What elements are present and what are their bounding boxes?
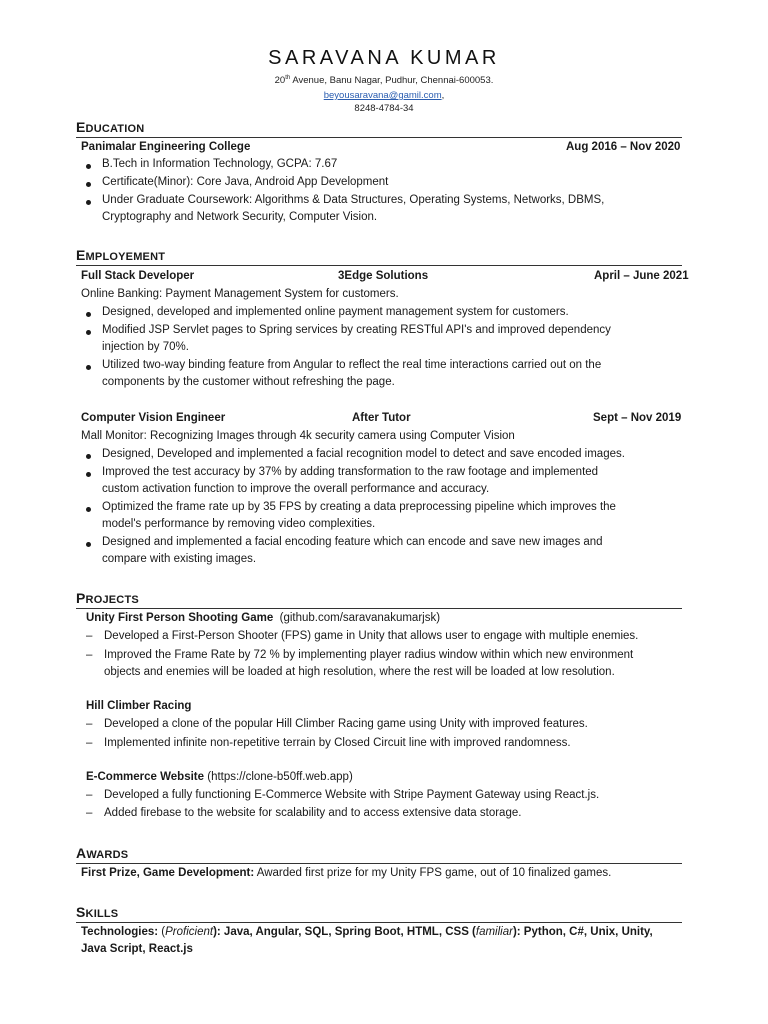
job-bullet-continued: components by the customer without refreshing the page. — [102, 376, 395, 388]
project-bullet: Implemented infinite non-repetitive terrain by Closed Circuit line with improved randomness. — [104, 737, 571, 749]
project-name: E-Commerce Website — [86, 771, 205, 783]
dash-icon: – — [86, 807, 93, 819]
resume-name: SARAVANA KUMAR — [268, 47, 500, 69]
section-divider — [76, 922, 682, 923]
bullet-icon — [86, 330, 91, 335]
heading-initial: S — [76, 904, 86, 920]
project-name: Hill Climber Racing — [86, 700, 192, 712]
job-bullet: Designed, developed and implemented online payment management system for customers. — [102, 306, 569, 318]
heading-initial: P — [76, 590, 86, 606]
job-company: After Tutor — [352, 412, 411, 424]
job-bullet-continued: custom activation function to improve the overall performance and accuracy. — [102, 483, 490, 495]
bullet-icon — [86, 182, 91, 187]
project-bullet: Improved the Frame Rate by 72 % by implementing player radius window within which new environment — [104, 649, 634, 661]
skills-familiar-list: ): Python, C#, Unix, Unity, — [512, 926, 653, 938]
education-bullet: Certificate(Minor): Core Java, Android App Development — [102, 176, 389, 188]
projects-heading — [76, 590, 139, 606]
heading-rest: MPLOYEMENT — [85, 251, 166, 263]
job-bullet-continued: injection by 70%. — [102, 341, 189, 353]
phone: 8248-4784-34 — [354, 103, 414, 114]
job-bullet: Optimized the frame rate up by 35 FPS by creating a data preprocessing pipeline which improves the — [102, 501, 616, 513]
heading-rest: WARDS — [86, 849, 129, 861]
bullet-icon — [86, 542, 91, 547]
project-link[interactable]: (github.com/saravanakumarjsk) — [279, 612, 441, 624]
project-bullet-continued: objects and enemies will be loaded at high resolution, where the rest will be loaded at low resolution. — [104, 666, 615, 678]
dash-icon: – — [86, 718, 93, 730]
address-ordinal: th — [285, 75, 291, 81]
job-dates: Sept – Nov 2019 — [593, 412, 682, 424]
job-bullet: Designed and implemented a facial encoding feature which can encode and save new images and — [102, 536, 603, 548]
bullet-icon — [86, 454, 91, 459]
heading-rest: ROJECTS — [85, 594, 139, 606]
section-divider — [76, 265, 682, 266]
project-bullet: Developed a clone of the popular Hill Climber Racing game using Unity with improved features. — [104, 718, 588, 730]
heading-rest: KILLS — [85, 908, 119, 920]
bullet-icon — [86, 164, 91, 169]
job-bullet: Improved the test accuracy by 37% by adding transformation to the raw footage and implemented — [102, 466, 599, 478]
dash-icon: – — [86, 737, 93, 749]
address — [0, 75, 768, 86]
address-rest: Avenue, Banu Nagar, Pudhur, Chennai-600053. — [290, 75, 494, 87]
email-suffix: , — [441, 90, 445, 101]
section-divider — [76, 863, 682, 864]
award-entry — [81, 867, 611, 879]
bullet-icon — [86, 312, 91, 317]
award-text: Awarded first prize for my Unity FPS game, out of 10 finalized games. — [254, 867, 612, 879]
skills-proficient: Proficient — [165, 926, 214, 938]
dash-icon: – — [86, 649, 93, 661]
email-link[interactable]: beyousaravana@gamil.com — [323, 90, 442, 101]
skills-proficient-list: ): Java, Angular, SQL, Spring Boot, HTML, CSS ( — [213, 926, 476, 938]
job-role: Computer Vision Engineer — [81, 412, 226, 424]
job-bullet-continued: model's performance by removing video complexities. — [102, 518, 376, 530]
employment-heading — [76, 247, 165, 263]
job-summary: Online Banking: Payment Management System for customers. — [81, 288, 399, 300]
section-divider — [76, 137, 682, 138]
bullet-icon — [86, 200, 91, 205]
project-title — [86, 771, 353, 783]
education-bullet: Under Graduate Coursework: Algorithms & Data Structures, Operating Systems, Networks, DBMS, — [102, 194, 605, 206]
project-bullet: Added firebase to the website for scalability and to access extensive data storage. — [104, 807, 522, 819]
school-name: Panimalar Engineering College — [81, 141, 251, 153]
education-heading — [76, 119, 144, 135]
section-divider — [76, 608, 682, 609]
job-dates: April – June 2021 — [594, 270, 689, 282]
bullet-icon — [86, 365, 91, 370]
awards-heading — [76, 845, 128, 861]
award-label: First Prize, Game Development: — [81, 867, 255, 879]
skills-heading — [76, 904, 118, 920]
education-bullet: B.Tech in Information Technology, GCPA: 7.67 — [102, 158, 338, 170]
project-link[interactable]: (https://clone-b50ff.web.app) — [207, 771, 353, 783]
education-dates: Aug 2016 – Nov 2020 — [566, 141, 681, 153]
dash-icon: – — [86, 789, 93, 801]
project-bullet: Developed a First-Person Shooter (FPS) game in Unity that allows user to engage with multiple enemies. — [104, 630, 639, 642]
address-number: 20 — [274, 75, 286, 87]
job-company: 3Edge Solutions — [338, 270, 429, 282]
heading-initial: E — [76, 119, 86, 135]
job-bullet-continued: compare with existing images. — [102, 553, 257, 565]
skills-line — [81, 926, 653, 938]
bullet-icon — [86, 507, 91, 512]
skills-paren-open: ( — [158, 926, 166, 938]
skills-familiar: familiar — [475, 926, 513, 938]
dash-icon: – — [86, 630, 93, 642]
project-bullet: Developed a fully functioning E-Commerce Website with Stripe Payment Gateway using React.js. — [104, 789, 600, 801]
job-summary: Mall Monitor: Recognizing Images through 4k security camera using Computer Vision — [81, 430, 515, 442]
job-bullet: Utilized two-way binding feature from Angular to reflect the real time interactions carried out on the — [102, 359, 602, 371]
job-bullet: Designed, Developed and implemented a facial recognition model to detect and save encoded images. — [102, 448, 625, 460]
heading-initial: E — [76, 247, 86, 263]
skills-label: Technologies: — [81, 926, 159, 938]
job-role: Full Stack Developer — [81, 270, 195, 282]
education-bullet-continued: Cryptography and Network Security, Computer Vision. — [102, 211, 378, 223]
project-title — [86, 612, 440, 624]
job-bullet: Modified JSP Servlet pages to Spring services by creating RESTful API's and improved dependency — [102, 324, 611, 336]
email-line — [0, 90, 768, 101]
heading-rest: DUCATION — [85, 123, 145, 135]
heading-initial: A — [76, 845, 87, 861]
project-name: Unity First Person Shooting Game — [86, 612, 274, 624]
skills-line-continued: Java Script, React.js — [81, 943, 193, 955]
bullet-icon — [86, 472, 91, 477]
